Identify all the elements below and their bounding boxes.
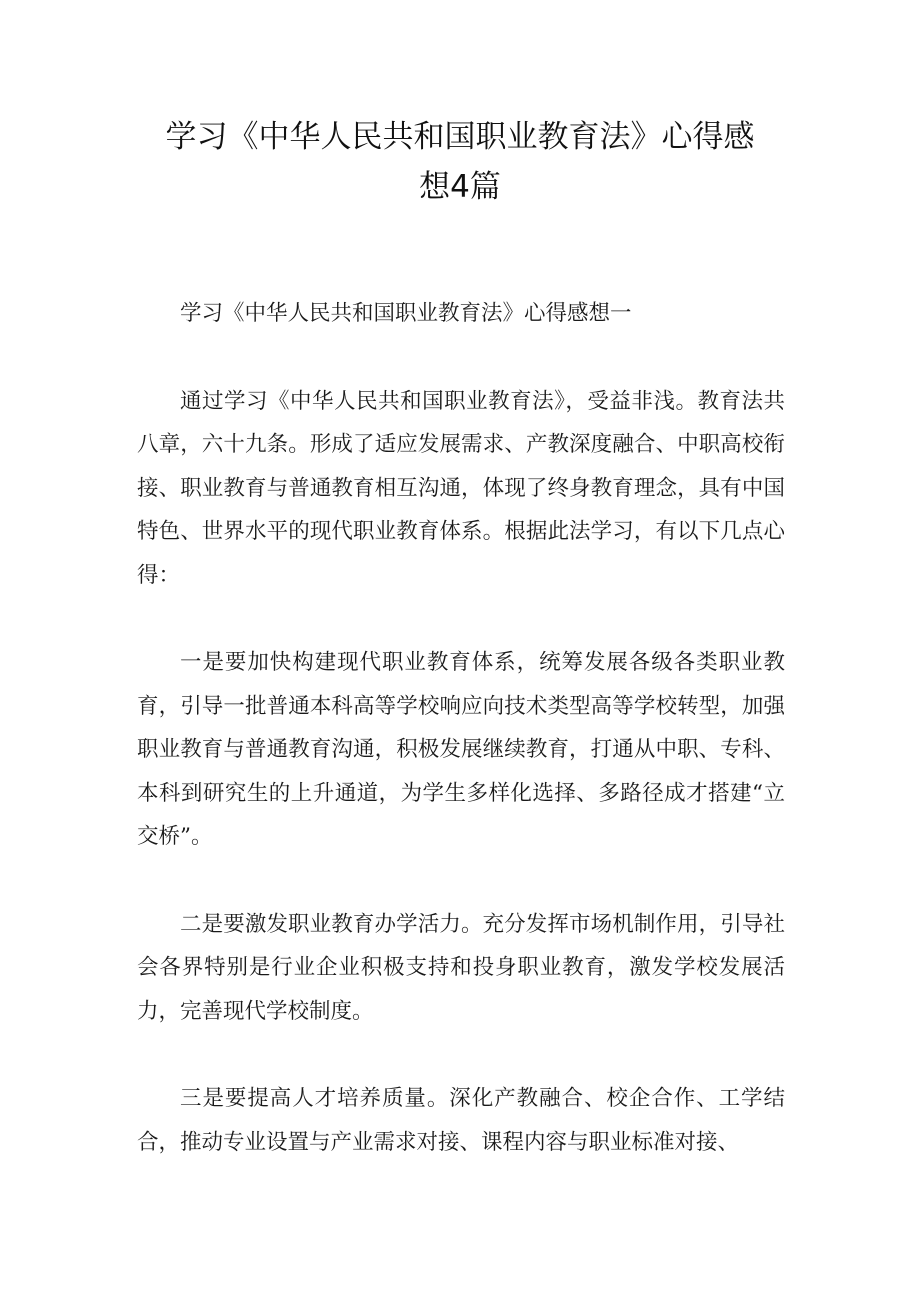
title-line-2: 想4篇: [419, 169, 501, 205]
paragraph-intro: 通过学习《中华人民共和国职业教育法》，受益非浅。教育法共八章，六十九条。形成了适应发展需求、产教深度融合、中职高校衔接、职业教育与普通教育相互沟通，体现了终身教育理念，具有中国特色、世界水平的现代职业教育体系。根据此法学习，有以下几点心得：: [137, 388, 785, 588]
paragraph-point-one: 一是要加快构建现代职业教育体系，统筹发展各级各类职业教育，引导一批普通本科高等学校响应向技术类型高等学校转型，加强职业教育与普通教育沟通，积极发展继续教育，打通从中职、专科、本科到研究生的上升通道，为学生多样化选择、多路径成才搭建“立交桥”。: [137, 650, 785, 849]
paragraph-point-three: 三是要提高人才培养质量。深化产教融合、校企合作、工学结合，推动专业设置与产业需求对接、课程内容与职业标准对接、: [137, 1086, 785, 1155]
document-body: [137, 292, 785, 1164]
section-heading: 学习《中华人民共和国职业教育法》心得感想一: [180, 301, 632, 326]
paragraph-point-two: 二是要激发职业教育办学活力。充分发挥市场机制作用，引导社会各界特别是行业企业积极支持和投身职业教育，激发学校发展活力，完善现代学校制度。: [137, 911, 785, 1024]
document-title: [130, 112, 790, 212]
title-line-1: 学习《中华人民共和国职业教育法》心得感: [165, 119, 755, 155]
